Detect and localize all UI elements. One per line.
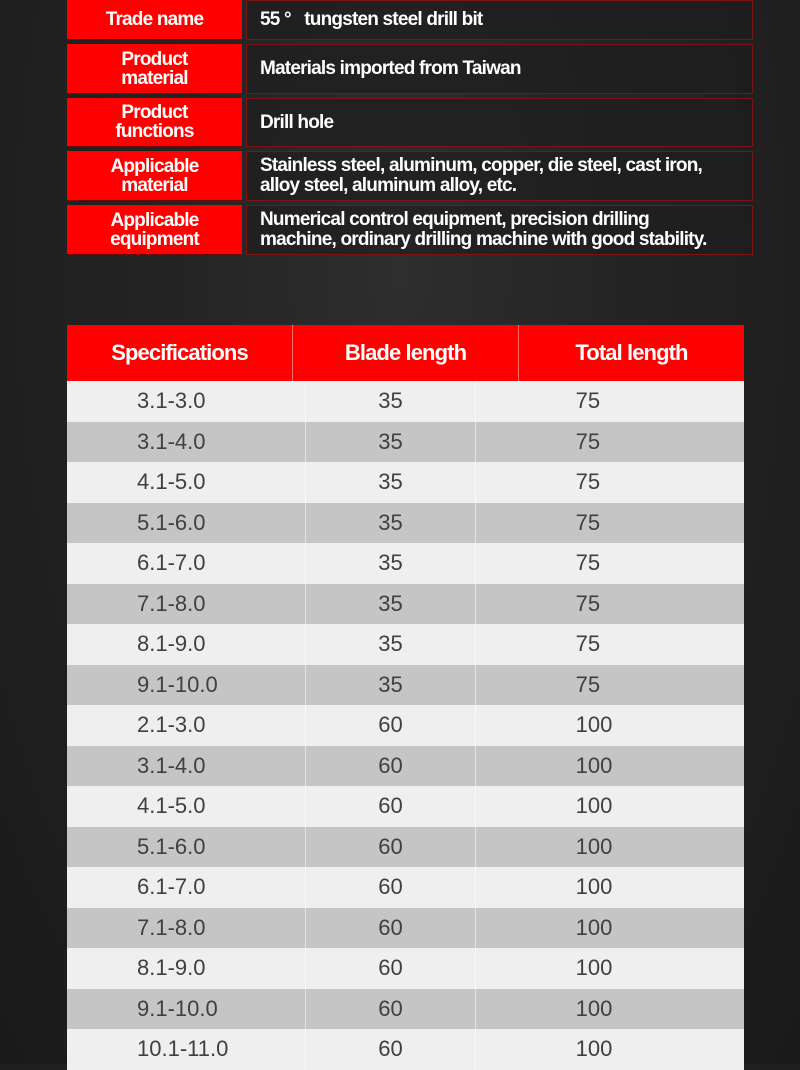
table-row — [67, 1029, 744, 1070]
cell-specification: 8.1-9.0 — [137, 631, 206, 657]
cell-blade-length: 35 — [305, 624, 474, 665]
info-value — [246, 98, 753, 147]
info-label — [67, 44, 242, 94]
table-row — [67, 989, 744, 1030]
cell-blade-length: 35 — [305, 665, 474, 706]
table-row — [67, 908, 744, 949]
table-row — [67, 584, 744, 625]
info-label-text: Applicable material — [110, 155, 199, 196]
info-label — [67, 98, 242, 147]
info-label — [67, 151, 242, 201]
info-row-applicable-equipment — [67, 205, 753, 255]
cell-blade-length: 35 — [305, 381, 474, 422]
cell-total-length: 100 — [475, 867, 744, 908]
cell-total-length: 100 — [475, 827, 744, 868]
table-row — [67, 624, 744, 665]
info-value-text: Materials imported from Taiwan — [260, 58, 521, 79]
cell-blade-length: 60 — [305, 746, 474, 787]
cell-specification: 4.1-5.0 — [137, 793, 206, 819]
cell-blade-length: 60 — [305, 827, 474, 868]
cell-total-length: 75 — [475, 381, 744, 422]
cell-total-length: 75 — [475, 624, 744, 665]
cell-blade-length: 60 — [305, 989, 474, 1030]
info-value-text: Drill hole — [260, 111, 334, 133]
cell-total-length: 100 — [475, 1029, 744, 1070]
table-row — [67, 867, 744, 908]
info-value-text: Stainless steel, aluminum, copper, die steel, cast iron, alloy steel, aluminum alloy, etc. — [260, 155, 702, 196]
table-row — [67, 705, 744, 746]
cell-blade-length: 60 — [305, 908, 474, 949]
cell-total-length: 100 — [475, 908, 744, 949]
cell-specification: 5.1-6.0 — [137, 833, 206, 859]
table-body — [67, 381, 744, 1070]
cell-total-length: 75 — [475, 422, 744, 463]
cell-specification: 3.1-4.0 — [137, 428, 206, 454]
cell-specification: 5.1-6.0 — [137, 509, 206, 535]
cell-specification: 8.1-9.0 — [137, 955, 206, 981]
table-row — [67, 746, 744, 787]
info-row-trade-name — [67, 0, 753, 40]
cell-total-length: 100 — [475, 948, 744, 989]
cell-specification: 2.1-3.0 — [137, 712, 206, 738]
cell-specification: 6.1-7.0 — [137, 550, 206, 576]
table-row — [67, 462, 744, 503]
cell-total-length: 75 — [475, 665, 744, 706]
info-value — [246, 205, 753, 255]
cell-total-length: 100 — [475, 989, 744, 1030]
header-specifications: Specifications — [111, 340, 248, 365]
cell-total-length: 75 — [475, 503, 744, 544]
table-row — [67, 786, 744, 827]
cell-total-length: 100 — [475, 705, 744, 746]
info-row-product-functions — [67, 98, 753, 147]
header-blade-length: Blade length — [292, 325, 518, 381]
table-row — [67, 503, 744, 544]
info-label — [67, 205, 242, 255]
info-label-text: Trade name — [105, 9, 204, 30]
info-label — [67, 0, 242, 40]
cell-blade-length: 60 — [305, 786, 474, 827]
cell-specification: 6.1-7.0 — [137, 874, 206, 900]
cell-blade-length: 35 — [305, 503, 474, 544]
table-row — [67, 422, 744, 463]
cell-total-length: 75 — [475, 543, 744, 584]
cell-specification: 3.1-3.0 — [137, 388, 206, 414]
cell-specification: 3.1-4.0 — [137, 752, 206, 778]
info-value-text: 55 ° tungsten steel drill bit — [260, 9, 483, 30]
info-value — [246, 151, 753, 201]
cell-blade-length: 35 — [305, 543, 474, 584]
cell-total-length: 75 — [475, 584, 744, 625]
cell-blade-length: 35 — [305, 422, 474, 463]
cell-blade-length: 60 — [305, 867, 474, 908]
info-row-product-material — [67, 44, 753, 94]
cell-specification: 9.1-10.0 — [137, 995, 218, 1021]
cell-blade-length: 35 — [305, 462, 474, 503]
header-total-length: Total length — [518, 325, 744, 381]
product-info-table — [67, 0, 753, 259]
cell-specification: 7.1-8.0 — [137, 590, 206, 616]
cell-blade-length: 60 — [305, 948, 474, 989]
info-value-text: Numerical control equipment, precision drilling machine, ordinary drilling machine with good stability. — [260, 209, 707, 250]
info-label-text: Applicable equipment — [110, 209, 199, 250]
info-label-text: Product material — [121, 48, 188, 89]
cell-specification: 7.1-8.0 — [137, 914, 206, 940]
table-row — [67, 543, 744, 584]
cell-blade-length: 60 — [305, 1029, 474, 1070]
cell-blade-length: 60 — [305, 705, 474, 746]
cell-blade-length: 35 — [305, 584, 474, 625]
info-label-text: Product functions — [115, 102, 194, 142]
cell-specification: 9.1-10.0 — [137, 671, 218, 697]
info-value — [246, 44, 753, 94]
table-row — [67, 827, 744, 868]
cell-total-length: 100 — [475, 746, 744, 787]
cell-specification: 4.1-5.0 — [137, 469, 206, 495]
table-row — [67, 948, 744, 989]
info-row-applicable-material — [67, 151, 753, 201]
table-row — [67, 381, 744, 422]
table-row — [67, 665, 744, 706]
specifications-table — [67, 325, 744, 1070]
table-header — [67, 325, 744, 381]
info-value — [246, 0, 753, 40]
cell-total-length: 100 — [475, 786, 744, 827]
cell-specification: 10.1-11.0 — [137, 1036, 229, 1062]
cell-total-length: 75 — [475, 462, 744, 503]
